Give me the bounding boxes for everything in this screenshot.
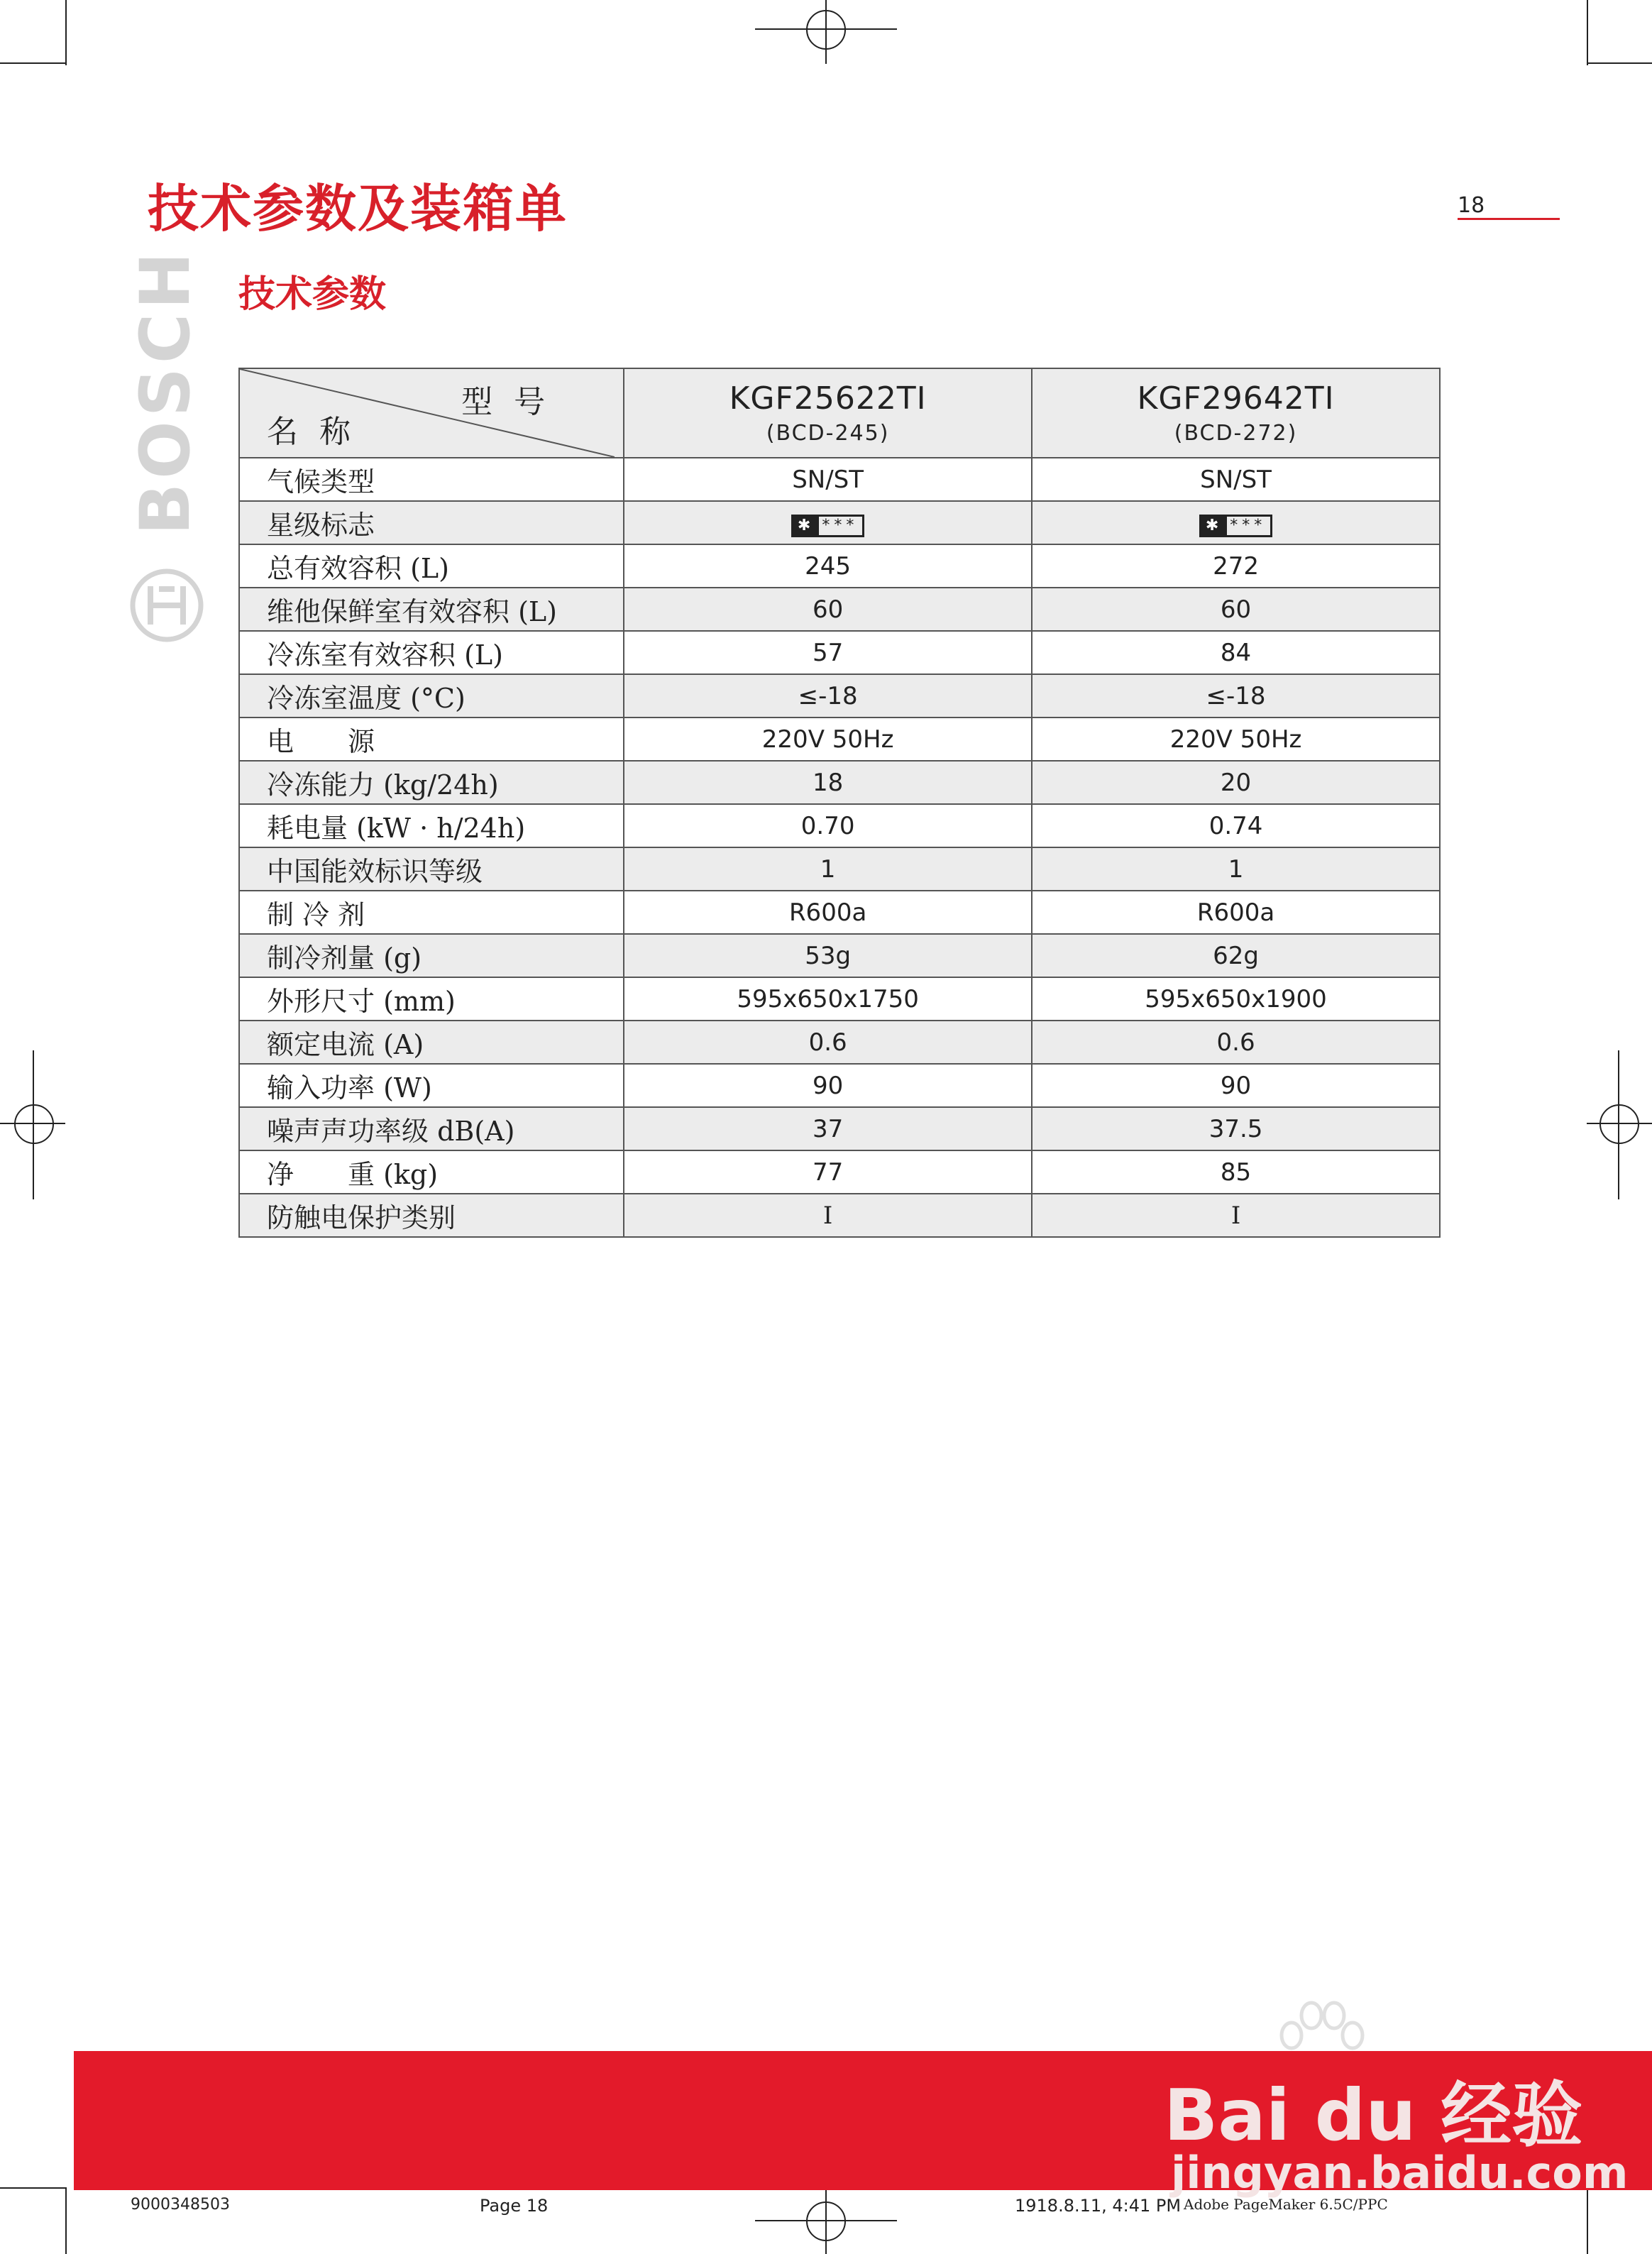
page-number: 18: [1458, 193, 1485, 218]
baidu-logo-text: Bai du 经验: [1164, 2074, 1583, 2157]
table-row: [239, 761, 1440, 804]
crop-mark: [1587, 0, 1588, 65]
brand-text: BOSCH: [126, 248, 205, 535]
param-name: 电 源: [239, 718, 624, 761]
param-name: 耗电量 (kW · h/24h): [239, 804, 624, 847]
param-value-2: 37.5: [1032, 1107, 1440, 1150]
model-code: (BCD-272): [1174, 421, 1298, 446]
param-value-1: 60: [624, 588, 1032, 631]
param-value-2: 85: [1032, 1150, 1440, 1194]
table-row: [239, 891, 1440, 934]
paw-icon: [1270, 1994, 1370, 2065]
param-value-1: R600a: [624, 891, 1032, 934]
param-value-1: 57: [624, 631, 1032, 674]
param-name: 冷冻能力 (kg/24h): [239, 761, 624, 804]
print-timestamp: 1918.8.11, 4:41 PM: [1015, 2196, 1182, 2216]
table-row: [239, 1064, 1440, 1107]
model-header-1: [624, 368, 1032, 458]
table-row: [239, 1021, 1440, 1064]
param-value-2: 60: [1032, 588, 1440, 631]
param-value-1: 77: [624, 1150, 1032, 1194]
param-name: 维他保鲜室有效容积 (L): [239, 588, 624, 631]
spec-table: [238, 368, 1441, 1238]
param-name: 输入功率 (W): [239, 1064, 624, 1107]
param-name: 噪声声功率级 dB(A): [239, 1107, 624, 1150]
crop-mark: [1587, 62, 1652, 64]
param-name: 星级标志: [239, 501, 624, 544]
param-name: 冷冻室有效容积 (L): [239, 631, 624, 674]
param-name: 制 冷 剂: [239, 891, 624, 934]
model-name: KGF29642TI: [1137, 380, 1335, 417]
page-title: 技术参数及装箱单: [148, 179, 568, 238]
table-row: [239, 1107, 1440, 1150]
registration-target: [806, 2201, 846, 2241]
param-value-1: 90: [624, 1064, 1032, 1107]
model-code: (BCD-245): [766, 421, 890, 446]
param-value-2: 1: [1032, 847, 1440, 891]
model-header-2: [1032, 368, 1440, 458]
model-name: KGF25622TI: [729, 380, 927, 417]
software-info: Adobe PageMaker 6.5C/PPC: [1184, 2196, 1388, 2213]
param-value-2: 220V 50Hz: [1032, 718, 1440, 761]
param-value-1: 53g: [624, 934, 1032, 977]
table-row: [239, 458, 1440, 501]
table-row: [239, 674, 1440, 718]
table-row: [239, 1150, 1440, 1194]
param-value-2: 595x650x1900: [1032, 977, 1440, 1021]
param-value-2: ≤-18: [1032, 674, 1440, 718]
param-value-2: SN/ST: [1032, 458, 1440, 501]
param-value-1: ≤-18: [624, 674, 1032, 718]
diagonal-header-cell: [239, 368, 624, 458]
table-row: [239, 501, 1440, 544]
header-name-label: 名称: [267, 414, 372, 450]
param-value-1: 1: [624, 847, 1032, 891]
table-header-row: [239, 368, 1440, 458]
param-value-1: SN/ST: [624, 458, 1032, 501]
crop-mark: [0, 62, 65, 64]
param-value-1: 0.6: [624, 1021, 1032, 1064]
registration-target: [1599, 1104, 1639, 1144]
page-number-rule: [1458, 218, 1560, 220]
param-value-1: 18: [624, 761, 1032, 804]
param-value-2: 0.6: [1032, 1021, 1440, 1064]
param-value-2: 90: [1032, 1064, 1440, 1107]
table-row: [239, 718, 1440, 761]
table-row: [239, 804, 1440, 847]
baidu-url: jingyan.baidu.com: [1171, 2147, 1629, 2199]
registration-target: [806, 10, 846, 50]
bosch-emblem-icon: [129, 568, 204, 643]
param-name: 总有效容积 (L): [239, 544, 624, 588]
table-row: [239, 588, 1440, 631]
section-title: 技术参数: [238, 273, 387, 316]
param-name: 中国能效标识等级: [239, 847, 624, 891]
four-star-icon: ✱ ***: [1199, 515, 1272, 537]
crop-mark: [0, 2187, 65, 2189]
table-row: [239, 544, 1440, 588]
param-value-1: 595x650x1750: [624, 977, 1032, 1021]
header-model-label: 型号: [461, 384, 567, 420]
footer-page-label: Page 18: [480, 2196, 549, 2216]
table-row: [239, 934, 1440, 977]
param-value-1: 245: [624, 544, 1032, 588]
param-value-2: [1032, 501, 1440, 544]
param-name: 外形尺寸 (mm): [239, 977, 624, 1021]
doc-number: 9000348503: [131, 2196, 230, 2214]
registration-target: [14, 1104, 54, 1144]
param-value-2: 20: [1032, 761, 1440, 804]
table-row: [239, 1194, 1440, 1237]
param-name: 冷冻室温度 (°C): [239, 674, 624, 718]
param-name: 制冷剂量 (g): [239, 934, 624, 977]
table-row: [239, 631, 1440, 674]
param-value-2: I: [1032, 1194, 1440, 1237]
param-value-1: 0.70: [624, 804, 1032, 847]
param-value-1: 37: [624, 1107, 1032, 1150]
param-value-2: 0.74: [1032, 804, 1440, 847]
param-value-1: 220V 50Hz: [624, 718, 1032, 761]
param-value-2: 84: [1032, 631, 1440, 674]
crop-mark: [65, 0, 67, 65]
table-row: [239, 977, 1440, 1021]
param-name: 净 重 (kg): [239, 1150, 624, 1194]
param-value-1: I: [624, 1194, 1032, 1237]
param-name: 气候类型: [239, 458, 624, 501]
param-name: 额定电流 (A): [239, 1021, 624, 1064]
crop-mark: [65, 2187, 67, 2254]
table-row: [239, 847, 1440, 891]
brand-logo-vertical: [126, 248, 205, 535]
four-star-icon: ✱ ***: [791, 515, 864, 537]
param-value-2: R600a: [1032, 891, 1440, 934]
param-value-1: [624, 501, 1032, 544]
param-name: 防触电保护类别: [239, 1194, 624, 1237]
param-value-2: 272: [1032, 544, 1440, 588]
param-value-2: 62g: [1032, 934, 1440, 977]
baidu-watermark: [1164, 1994, 1629, 2207]
